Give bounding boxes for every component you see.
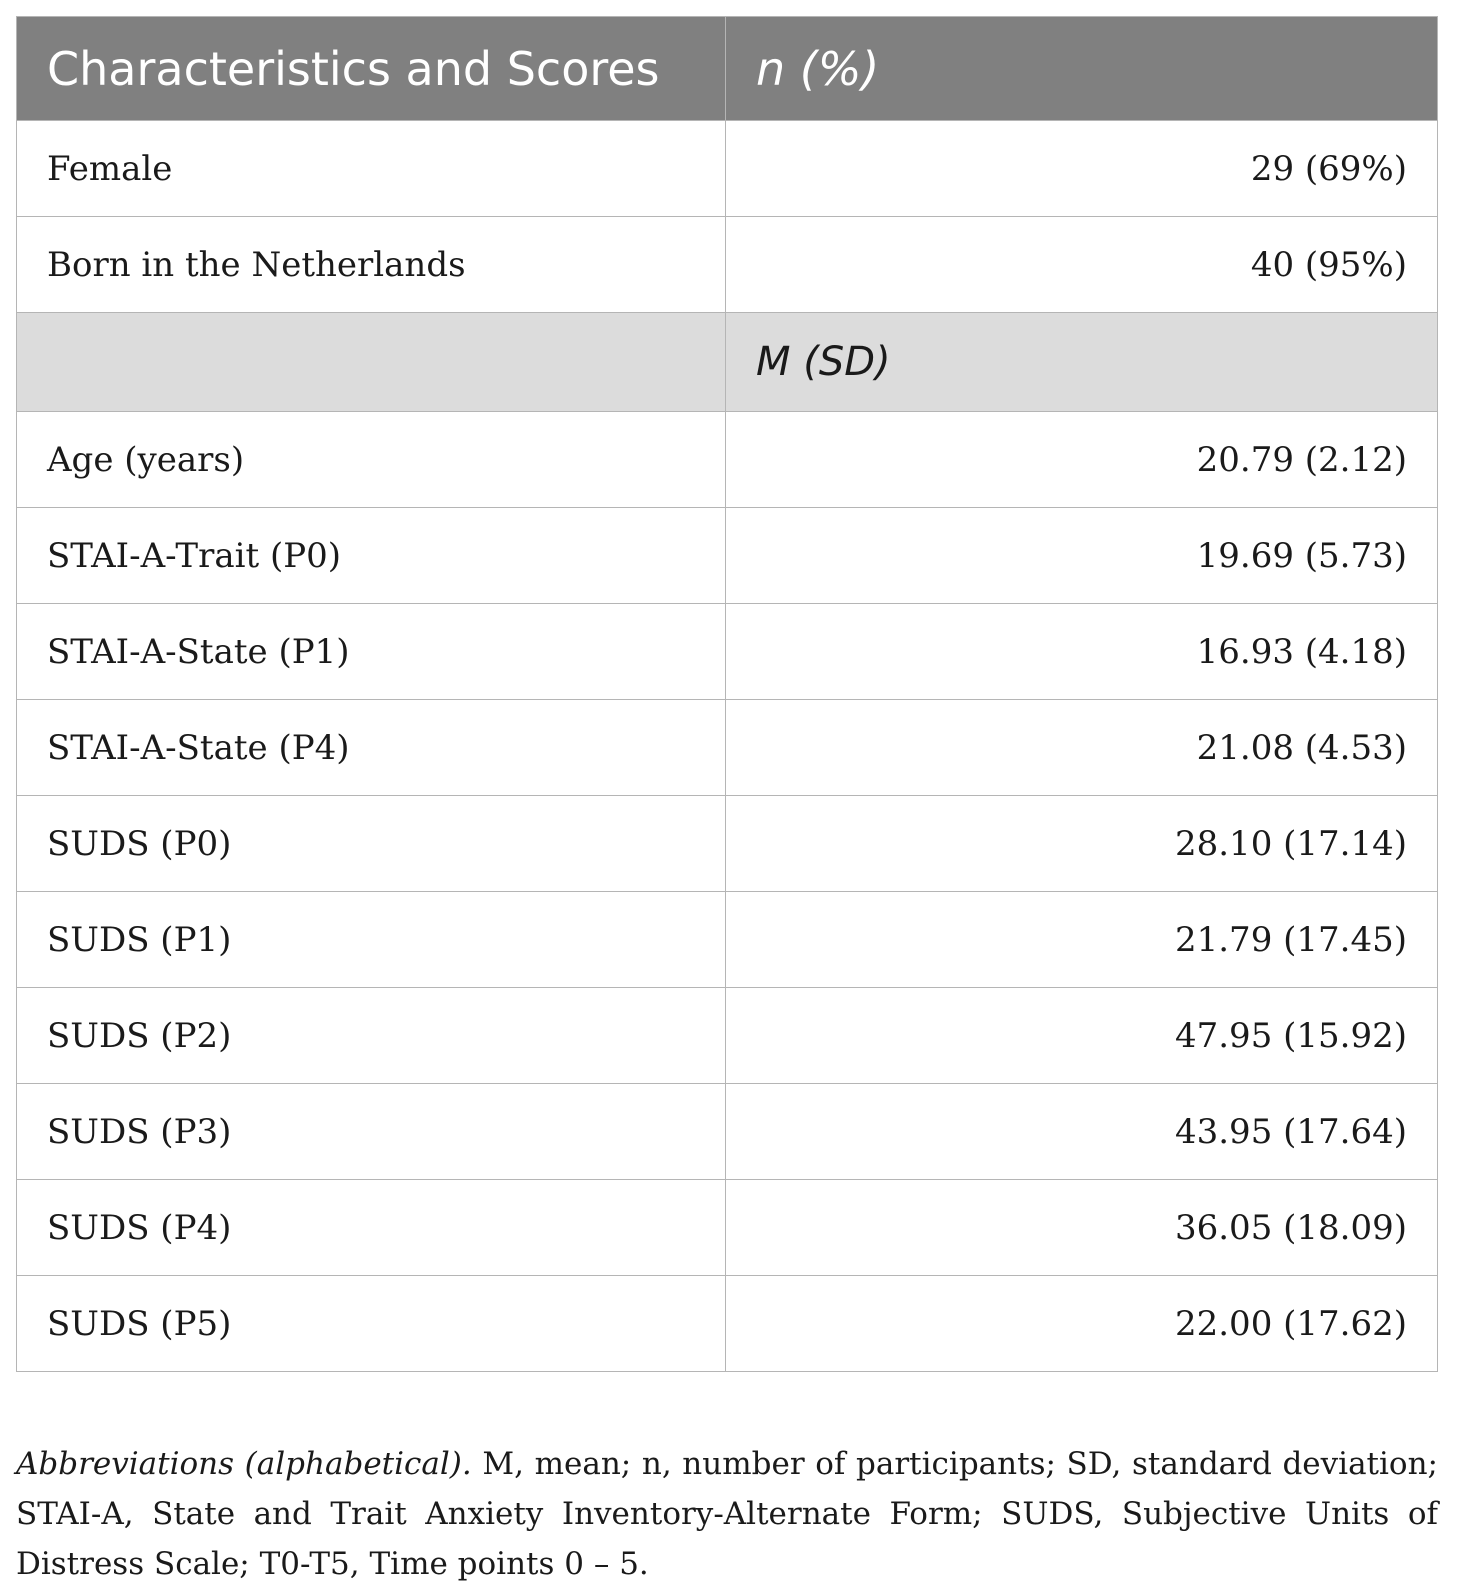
characteristics-table [16, 16, 1438, 1372]
row-label: Born in the Netherlands [17, 217, 726, 313]
table-row [17, 1276, 1438, 1372]
table-row [17, 217, 1438, 313]
row-value: 40 (95%) [726, 217, 1438, 313]
table-row [17, 508, 1438, 604]
footnote-text: M, mean; n, number of participants; SD, standard deviation; STAI-A, State and Trait Anxiety Inventory-Alternate Form; SUDS, Subjective Units of Distress Scale; T0-T5, Time points 0 – 5. [16, 1446, 1439, 1582]
row-label: Female [17, 121, 726, 217]
table-row [17, 1084, 1438, 1180]
row-label: Age (years) [17, 412, 726, 508]
table-container [16, 16, 1437, 1372]
table-row [17, 1180, 1438, 1276]
subheader-mean-sd: M (SD) [726, 313, 1438, 412]
table-row [17, 412, 1438, 508]
header-row [17, 17, 1438, 121]
table-row [17, 604, 1438, 700]
row-value: 29 (69%) [726, 121, 1438, 217]
row-value: 47.95 (15.92) [726, 988, 1438, 1084]
row-value: 20.79 (2.12) [726, 412, 1438, 508]
row-label: SUDS (P1) [17, 892, 726, 988]
row-label: STAI-A-State (P1) [17, 604, 726, 700]
row-label: SUDS (P5) [17, 1276, 726, 1372]
row-label: STAI-A-Trait (P0) [17, 508, 726, 604]
row-label: STAI-A-State (P4) [17, 700, 726, 796]
subheader-empty [17, 313, 726, 412]
table-row [17, 700, 1438, 796]
row-value: 43.95 (17.64) [726, 1084, 1438, 1180]
row-label: SUDS (P4) [17, 1180, 726, 1276]
table-row [17, 796, 1438, 892]
row-value: 16.93 (4.18) [726, 604, 1438, 700]
footnote-lead: Abbreviations (alphabetical). [16, 1446, 472, 1482]
row-value: 28.10 (17.14) [726, 796, 1438, 892]
subheader-row [17, 313, 1438, 412]
row-value: 36.05 (18.09) [726, 1180, 1438, 1276]
row-label: SUDS (P0) [17, 796, 726, 892]
row-value: 21.08 (4.53) [726, 700, 1438, 796]
table-row [17, 892, 1438, 988]
table-row [17, 121, 1438, 217]
row-value: 21.79 (17.45) [726, 892, 1438, 988]
row-label: SUDS (P2) [17, 988, 726, 1084]
header-n-percent: n (%) [726, 17, 1438, 121]
row-value: 19.69 (5.73) [726, 508, 1438, 604]
header-characteristics: Characteristics and Scores [17, 17, 726, 121]
table-row [17, 988, 1438, 1084]
table-footnote [16, 1439, 1438, 1589]
row-value: 22.00 (17.62) [726, 1276, 1438, 1372]
row-label: SUDS (P3) [17, 1084, 726, 1180]
